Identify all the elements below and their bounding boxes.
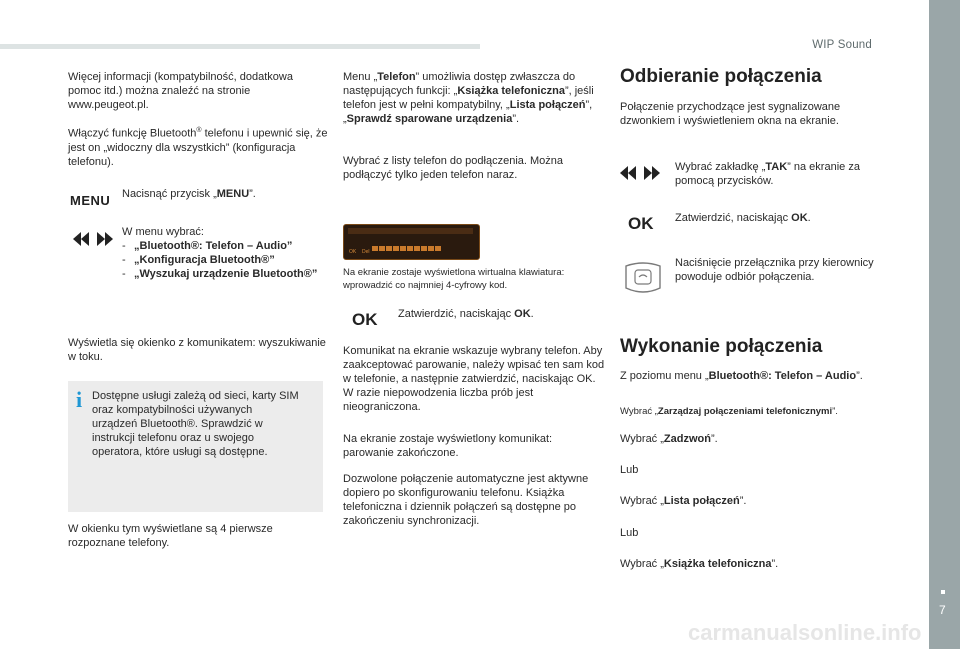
text: Lista połączeń bbox=[509, 99, 586, 111]
column-1 bbox=[68, 70, 328, 112]
text: . bbox=[807, 212, 811, 224]
step-confirm-ok bbox=[398, 307, 598, 321]
text: ”, jeśli telefon jest w pełni kompatybilny, „ bbox=[343, 85, 594, 111]
text: ” umożliwia dostęp zwłaszcza do następujących funkcji: „ bbox=[343, 71, 576, 97]
or-text: Lub bbox=[620, 464, 639, 476]
text: OK bbox=[514, 308, 531, 320]
text: Menu „ bbox=[343, 71, 378, 83]
paragraph-steering-switch: Naciśnięcie przełącznika przy kierownicy powoduje odbiór połączenia. bbox=[675, 257, 874, 283]
text: ” na ekranie za pomocą przycisków. bbox=[675, 161, 860, 187]
text: Telefon bbox=[377, 71, 416, 83]
text: „Wyszukaj urządzenie Bluetooth®” bbox=[134, 268, 318, 280]
or-text: Lub bbox=[620, 527, 639, 539]
text: Wybrać „ bbox=[620, 558, 664, 570]
kbd-ok-key: OK bbox=[349, 249, 357, 255]
text: „Konfiguracja Bluetooth®” bbox=[134, 254, 275, 266]
input-line bbox=[348, 228, 473, 234]
page-number: 7 bbox=[939, 603, 946, 617]
paragraph-pairing: Komunikat na ekranie wskazuje wybrany telefon. Aby zaakceptować parowanie, należy wpisać ten sam kod w telefonie, a następnie zatwierdzić, naciskając OK. bbox=[343, 345, 605, 385]
kbd-del-key: Del bbox=[362, 249, 370, 255]
list-item bbox=[122, 267, 322, 281]
text: telefonu i upewnić się, że jest on „widoczny dla wszystkich” (konfiguracja telefonu). bbox=[68, 127, 328, 168]
text: Zarządzaj połączeniami telefonicznymi bbox=[657, 406, 833, 417]
menu-icon: MENU bbox=[70, 193, 111, 208]
step-select-tak bbox=[675, 160, 875, 188]
step-dial bbox=[620, 432, 870, 446]
list-item bbox=[122, 239, 322, 253]
paragraph-searching: Wyświetla się okienko z komunikatem: wyszukiwanie w toku. bbox=[68, 337, 326, 363]
text: Książka telefoniczna bbox=[663, 558, 772, 570]
step-call-list bbox=[620, 494, 870, 508]
text: Książka telefoniczna bbox=[457, 85, 565, 97]
header-bar bbox=[0, 44, 480, 49]
text: ”. bbox=[771, 558, 779, 570]
arrows-icon bbox=[620, 166, 660, 185]
text: ”. bbox=[856, 370, 863, 382]
info-icon: i bbox=[76, 387, 83, 412]
step-select-menu bbox=[122, 225, 322, 281]
text: ”. bbox=[710, 433, 718, 445]
text: Wybrać „ bbox=[620, 495, 664, 507]
ok-icon: OK bbox=[352, 310, 378, 329]
text: ”, „ bbox=[343, 99, 593, 125]
text: Bluetooth®: Telefon – Audio bbox=[708, 370, 857, 382]
text: W menu wybrać: bbox=[122, 226, 204, 238]
text: Wybrać „ bbox=[620, 406, 658, 417]
heading-make-call: Wykonanie połączenia bbox=[620, 336, 823, 357]
step-confirm-ok bbox=[675, 211, 875, 225]
text: ”. bbox=[512, 113, 520, 125]
text: Sprawdź sparowane urządzenia bbox=[346, 113, 513, 125]
text: „Bluetooth®: Telefon – Audio” bbox=[134, 240, 293, 252]
text: Z poziomu menu „ bbox=[620, 370, 709, 382]
text: Wybrać „ bbox=[620, 433, 664, 445]
text: Zatwierdzić, naciskając bbox=[675, 212, 792, 224]
paragraph-telefon-menu bbox=[343, 70, 605, 126]
paragraph-retries: W razie niepowodzenia liczba prób jest nieograniczona. bbox=[343, 387, 534, 413]
paragraph-select-phone: Wybrać z listy telefon do podłączenia. Można podłączyć tylko jeden telefon naraz. bbox=[343, 155, 564, 181]
text: Lista połączeń bbox=[663, 495, 740, 507]
arrows-icon bbox=[73, 232, 113, 251]
text: OK bbox=[791, 212, 808, 224]
step-phonebook bbox=[620, 557, 870, 571]
paragraph-bluetooth bbox=[68, 124, 328, 169]
text: Włączyć funkcję Bluetooth bbox=[68, 127, 197, 140]
info-text: Dostępne usługi zależą od sieci, karty SIM oraz kompatybilności używanych urządzeń Bluetooth®. Sprawdzić w instrukcji telefonu oraz u swojego operatora, które usługi są dostępne. bbox=[92, 390, 299, 458]
text: Nacisnąć przycisk „ bbox=[122, 188, 217, 200]
section-title: WIP Sound bbox=[812, 39, 872, 51]
steering-switch-icon bbox=[622, 258, 664, 303]
text: Wybrać zakładkę „ bbox=[675, 161, 766, 173]
sup: ® bbox=[196, 127, 202, 134]
list-item bbox=[122, 253, 322, 267]
text: ”. bbox=[739, 495, 747, 507]
step-menu-bluetooth bbox=[620, 369, 870, 383]
text: Zatwierdzić, naciskając bbox=[398, 308, 515, 320]
paragraph-incoming: Połączenie przychodzące jest sygnalizowane dzwonkiem i wyświetleniem okna na ekranie. bbox=[620, 101, 841, 127]
ok-icon: OK bbox=[628, 214, 654, 233]
text: Zadzwoń bbox=[663, 433, 711, 445]
paragraph-paired: Na ekranie zostaje wyświetlony komunikat: parowanie zakończone. bbox=[343, 433, 553, 459]
watermark: carmanualsonline.info bbox=[688, 620, 922, 645]
side-tab bbox=[929, 0, 960, 649]
text: ”. bbox=[832, 406, 838, 417]
key-row bbox=[372, 238, 442, 256]
page-marker bbox=[941, 590, 945, 594]
step-manage-calls bbox=[620, 405, 890, 419]
paragraph-more-info: Więcej informacji (kompatybilność, dodatkowa pomoc itd.) można znaleźć na stronie www.peugeot.pl. bbox=[68, 71, 293, 111]
info-box bbox=[68, 381, 323, 512]
paragraph-phones: W okienku tym wyświetlane są 4 pierwsze rozpoznane telefony. bbox=[68, 523, 273, 549]
heading-receive-call: Odbieranie połączenia bbox=[620, 66, 822, 87]
text: ”. bbox=[249, 188, 256, 200]
text: TAK bbox=[765, 161, 788, 173]
step-menu bbox=[122, 187, 322, 201]
keyboard-caption: Na ekranie zostaje wyświetlona wirtualna klawiatura: wprowadzić co najmniej 4-cyfrowy kod. bbox=[343, 267, 565, 291]
virtual-keyboard-image bbox=[343, 224, 480, 260]
text: . bbox=[530, 308, 534, 320]
menu-path-list bbox=[122, 239, 322, 281]
paragraph-autoconnect: Dozwolone połączenie automatyczne jest aktywne dopiero po skonfigurowaniu telefonu. Książka telefoniczna i dziennik połączeń są dostępne po zakończeniu synchronizacji. bbox=[343, 473, 589, 527]
text: MENU bbox=[216, 188, 250, 200]
